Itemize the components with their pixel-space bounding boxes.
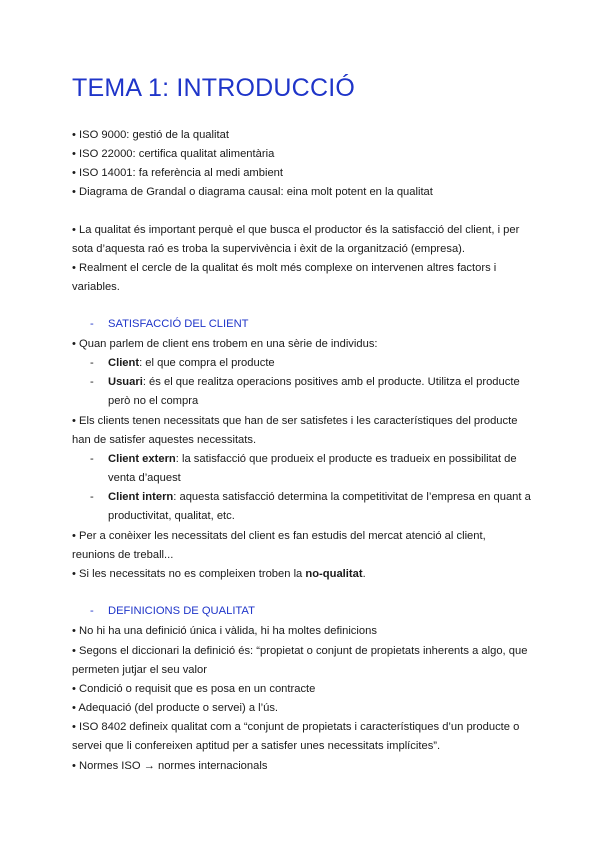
term-definition: : la satisfacció que produeix el producte es tradueix en possibilitat de (175, 453, 517, 465)
term-definition: : el que compra el producte (139, 357, 275, 369)
bullet-glyph: • (72, 760, 76, 772)
bullet-text: No hi ha una definició única i vàlida, hi ha moltes definicions (79, 625, 377, 637)
bullet-line (72, 718, 519, 737)
bullet-continuation: han de satisfer aquestes necessitats. (72, 434, 257, 446)
section-heading-definicions (90, 605, 255, 617)
bullet-line (72, 164, 283, 183)
bullet-glyph: • (72, 262, 76, 274)
section-heading-text: DEFINICIONS DE QUALITAT (108, 605, 255, 617)
bullet-continuation: reunions de treball... (72, 549, 174, 561)
bullet-glyph: • (72, 148, 76, 160)
bullet-glyph: • (72, 702, 76, 714)
bullet-line (72, 699, 278, 718)
bullet-line (72, 183, 433, 202)
term-definition: : és el que realitza operacions positives amb el producte. Utilitza el producte (142, 376, 520, 388)
bold-term: no-qualitat (305, 568, 363, 580)
paragraph-line (72, 278, 120, 297)
bullet-glyph: • (72, 129, 76, 141)
sub-item (108, 450, 517, 469)
bullet-text: Adequació (del producte o servei) a l’ús. (78, 702, 279, 714)
term: Client intern (108, 491, 174, 503)
dash-glyph: - (90, 491, 94, 503)
bullet-glyph: • (72, 415, 76, 427)
bullet-text: Normes ISO → normes internacionals (79, 760, 268, 772)
bullet-text: ISO 8402 defineix qualitat com a “conjunt de propietats i característiques d’un producte o (79, 721, 520, 733)
bullet-glyph: • (72, 625, 76, 637)
bullet-text: Els clients tenen necessitats que han de ser satisfetes i les característiques del producte (79, 415, 518, 427)
term: Client extern (108, 453, 176, 465)
bullet-glyph: • (72, 186, 76, 198)
sub-item (108, 373, 520, 392)
bullet-line (72, 527, 486, 546)
bullet-text: ISO 22000: certifica qualitat alimentària (79, 148, 275, 160)
bullet-text: Diagrama de Grandal o diagrama causal: eina molt potent en la qualitat (79, 186, 433, 198)
sub-item (108, 354, 275, 373)
term-definition: : aquesta satisfacció determina la competitivitat de l’empresa en quant a (173, 491, 531, 503)
paragraph-line (72, 240, 465, 259)
dash-glyph: - (90, 318, 94, 330)
bullet-glyph: • (72, 645, 76, 657)
bullet-glyph: • (72, 721, 76, 733)
page-title: TEMA 1: INTRODUCCIÓ (72, 74, 355, 102)
paragraph-line (72, 221, 519, 240)
bullet-line (72, 412, 517, 431)
bullet-line (72, 335, 378, 354)
bullet-text-end: . (362, 568, 366, 580)
term: Client (108, 357, 140, 369)
bullet-line (72, 565, 366, 584)
dash-glyph: - (90, 357, 94, 369)
sub-item-continuation: però no el compra (108, 395, 199, 407)
section-heading-satisfaccio (90, 318, 249, 330)
paragraph-line (72, 259, 496, 278)
paragraph-text: sota d’aquesta raó es troba la supervivència i èxit de la organització (empresa). (72, 243, 466, 255)
bullet-text: Segons el diccionari la definició és: “propietat o conjunt de propietats inherents a algo, que (79, 645, 528, 657)
bullet-text: Condició o requisit que es posa en un contracte (79, 683, 316, 695)
bullet-glyph: • (72, 167, 76, 179)
bullet-glyph: • (72, 683, 76, 695)
bullet-line (72, 145, 274, 164)
bullet-line (72, 126, 229, 145)
dash-glyph: - (90, 453, 94, 465)
dash-glyph: - (90, 376, 94, 388)
paragraph-text: Realment el cercle de la qualitat és molt més complexe on intervenen altres factors i (79, 262, 497, 274)
dash-glyph: - (90, 605, 94, 617)
sub-item-continuation: productivitat, qualitat, etc. (108, 510, 235, 522)
bullet-line (72, 622, 377, 641)
sub-item-continuation: venta d’aquest (108, 472, 181, 484)
paragraph-text: La qualitat és important perquè el que busca el productor és la satisfacció del client, i per (79, 224, 520, 236)
bullet-text: ISO 14001: fa referència al medi ambient (79, 167, 284, 179)
bullet-text: ISO 9000: gestió de la qualitat (79, 129, 229, 141)
sub-item (108, 488, 531, 507)
section-heading-text: SATISFACCIÓ DEL CLIENT (108, 318, 249, 330)
bullet-text: Si les necessitats no es compleixen troben la (79, 568, 306, 580)
term: Usuari (108, 376, 143, 388)
bullet-line (72, 642, 527, 661)
bullet-continuation: permeten jutjar el seu valor (72, 664, 207, 676)
bullet-line (72, 680, 315, 699)
bullet-glyph: • (72, 530, 76, 542)
bullet-text: Per a conèixer les necessitats del client es fan estudis del mercat atenció al client, (79, 530, 486, 542)
bullet-glyph: • (72, 224, 76, 236)
bullet-text: Quan parlem de client ens trobem en una sèrie de individus: (79, 338, 378, 350)
bullet-continuation: servei que li confereixen aptitud per a satisfer unes necessitats implícites”. (72, 740, 441, 752)
bullet-glyph: • (72, 568, 76, 580)
bullet-line (72, 757, 267, 776)
bullet-glyph: • (72, 338, 76, 350)
paragraph-text: variables. (72, 281, 120, 293)
